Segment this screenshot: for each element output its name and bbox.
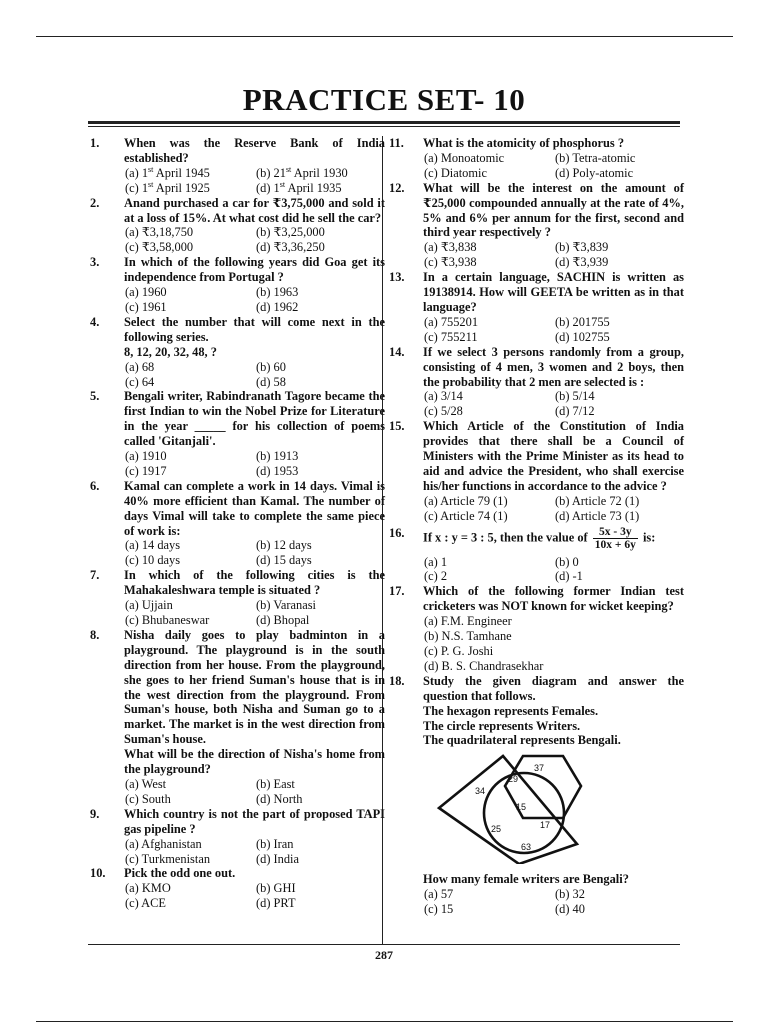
option-b: (b) East: [256, 776, 295, 791]
option-d: (d) 1962: [256, 299, 299, 314]
question-stem: Pick the odd one out.: [124, 866, 236, 881]
stem-text: Nisha daily goes to play badminton in a playground. The playground is in the south direction from her house. From the playground, she goes to her friend Suman's house that is in the west direction from the playground. From Suman's house, both Nisha and Suman go to a market. The market is in the west direction from Suman's house.: [124, 627, 385, 747]
option-d: (d) 1st April 1935: [256, 179, 342, 195]
question-5: [90, 389, 385, 478]
option-c: (c) Article 74 (1): [424, 508, 508, 523]
question-3: [90, 255, 385, 315]
options: [124, 360, 385, 390]
question-stem: Which of the following former Indian test cricketers was NOT known for wicket keeping?: [423, 584, 684, 614]
region-37-label: 37: [534, 763, 545, 774]
option-b: (b) 21st April 1930: [256, 164, 348, 180]
option-a: (a) 1st April 1945: [125, 164, 210, 180]
region-63-label: 63: [521, 842, 532, 853]
option-b: (b) ₹3,25,000: [256, 225, 325, 240]
page-number: 287: [375, 948, 393, 962]
options: [423, 614, 684, 674]
option-d: (d) ₹3,939: [555, 255, 609, 270]
option-a: (a) 3/14: [424, 389, 463, 404]
question-stem: [423, 526, 684, 551]
option-c: (c) 1961: [125, 299, 167, 314]
question-stem: Which Article of the Constitution of India provides that there shall be a Council of Ministers with the Prime Minister as its head to aid and advice the President, who shall exercise his/her functions in accordance to the advice ?: [423, 419, 684, 493]
options: [423, 494, 684, 524]
option-b: (b) 32: [555, 887, 585, 902]
question-11: [389, 136, 684, 181]
option-d: (d) 58: [256, 374, 286, 389]
question-stem: Kamal can complete a work in 14 days. Vimal is 40% more efficient than Kamal. The number of days Vimal will take to complete the same piece of work is:: [124, 478, 385, 538]
stem-text-end: is:: [642, 529, 656, 544]
question-stem: If we select 3 persons randomly from a group, consisting of 4 men, 3 women and 2 boys, then the probability that 2 men are selected is :: [423, 344, 684, 389]
question-18: [389, 674, 684, 917]
question-4: [90, 315, 385, 390]
option-a: (a) Afghanistan: [125, 836, 202, 851]
question-9: [90, 807, 385, 867]
question-number: 8.: [90, 627, 100, 642]
option-a: (a) 1910: [125, 449, 167, 464]
question-number: 10.: [90, 866, 106, 881]
options: [124, 166, 385, 196]
option-c: (c) Bhubaneswar: [125, 613, 210, 627]
right-column: [389, 136, 684, 917]
option-d: (d) 40: [555, 902, 585, 917]
option-c: (c) 5/28: [424, 404, 463, 419]
option-d: (d) Bhopal: [256, 613, 310, 627]
question-stem: In a certain language, SACHIN is written as 19138914. How will GEETA be written as in that language?: [423, 270, 684, 314]
option-c: (c) 10 days: [125, 553, 181, 568]
question-prompt: How many female writers are Bengali?: [423, 872, 629, 887]
venn-diagram: [431, 752, 591, 864]
option-d: (d) Article 73 (1): [555, 508, 640, 523]
options: [423, 887, 684, 917]
option-a: (a) 57: [424, 887, 454, 902]
option-d: (d) ₹3,36,250: [256, 240, 325, 255]
option-a: (a) Ujjain: [125, 598, 173, 613]
legend-hexagon: The hexagon represents Females.: [423, 703, 599, 718]
region-29-label: 29: [508, 774, 519, 785]
option-b: (b) 12 days: [256, 538, 312, 553]
option-c: (c) ₹3,58,000: [125, 240, 194, 255]
question-stem: What will be the interest on the amount of ₹25,000 compounded annually at the rate of 4%, 5% and 6% per annum for the first, second and third year respectively ?: [423, 180, 684, 240]
option-a: (a) Article 79 (1): [424, 493, 508, 508]
option-b: (b) ₹3,839: [555, 240, 609, 255]
question-number: 5.: [90, 389, 100, 404]
option-a: (a) 755201: [424, 314, 479, 329]
option-b: (b) 201755: [555, 314, 610, 329]
option-d: (d) 102755: [555, 329, 610, 344]
question-10: [90, 866, 385, 911]
option-b: (b) Article 72 (1): [555, 493, 640, 508]
option-a: (a) ₹3,838: [424, 240, 477, 255]
question-number: 17.: [389, 584, 405, 599]
question-12: [389, 181, 684, 270]
question-14: [389, 345, 684, 420]
option-b: (b) 5/14: [555, 389, 595, 404]
option-c: (c) P. G. Joshi: [424, 644, 494, 658]
option-c: (c) 15: [424, 902, 454, 917]
options: [423, 151, 684, 181]
options: [423, 555, 684, 585]
legend-quadrilateral: The quadrilateral represents Bengali.: [423, 733, 621, 748]
option-a: (a) Monoatomic: [424, 150, 505, 165]
options: [124, 881, 385, 911]
options: [124, 777, 385, 807]
options: [423, 315, 684, 345]
region-25-label: 25: [491, 824, 502, 835]
options: [124, 598, 385, 628]
question-number: 6.: [90, 478, 100, 493]
stem-text: Study the given diagram and answer the question that follows.: [423, 673, 684, 703]
option-a: (a) West: [125, 776, 167, 791]
options: [423, 389, 684, 419]
question-number: 7.: [90, 568, 100, 583]
region-34-label: 34: [475, 786, 486, 797]
option-d: (d) India: [256, 851, 300, 866]
question-stem: In which of the following years did Goa get its independence from Portugal ?: [124, 255, 385, 285]
region-15-label: 15: [516, 802, 527, 813]
options: [124, 449, 385, 479]
title-underline-thick: [88, 121, 680, 124]
question-stem: [124, 628, 385, 777]
question-2: [90, 196, 385, 256]
question-number: 15.: [389, 419, 405, 434]
option-c: (c) 64: [125, 374, 155, 389]
option-b: (b) 60: [256, 359, 286, 374]
option-d: (d) PRT: [256, 896, 296, 911]
option-d: (d) 7/12: [555, 404, 595, 419]
number-series: 8, 12, 20, 32, 48, ?: [124, 344, 217, 359]
question-17: [389, 584, 684, 673]
left-column: [90, 136, 385, 911]
option-b: (b) Varanasi: [256, 598, 316, 613]
option-a: (a) KMO: [125, 881, 171, 896]
question-number: 13.: [389, 270, 405, 285]
option-c: (c) 1917: [125, 463, 167, 478]
option-c: (c) Diatomic: [424, 165, 487, 180]
option-c: (c) Turkmenistan: [125, 851, 211, 866]
region-17-label: 17: [540, 820, 551, 831]
question-15: [389, 419, 684, 523]
options: [423, 240, 684, 270]
options: [124, 225, 385, 255]
option-b: (b) GHI: [256, 881, 296, 896]
question-7: [90, 568, 385, 628]
question-number: 2.: [90, 195, 100, 210]
option-b: (b) 1913: [256, 449, 299, 464]
stem-question: What will be the direction of Nisha's home from the playground?: [124, 747, 385, 777]
options: [124, 538, 385, 568]
question-13: [389, 270, 684, 345]
question-number: 4.: [90, 314, 100, 329]
option-a: (a) 68: [125, 359, 155, 374]
option-c: (c) 755211: [424, 329, 478, 344]
question-stem: In which of the following cities is the Mahakaleshwara temple is situated ?: [124, 568, 385, 598]
option-a: (a) F.M. Engineer: [424, 614, 512, 629]
question-8: [90, 628, 385, 807]
page-title: PRACTICE SET- 10: [242, 82, 526, 117]
question-number: 11.: [389, 136, 404, 150]
option-d: (d) Poly-atomic: [555, 165, 634, 180]
question-16: [389, 526, 684, 585]
legend-circle: The circle represents Writers.: [423, 718, 581, 733]
question-number: 14.: [389, 344, 405, 359]
quadrilateral-shape: [439, 756, 577, 864]
option-a: (a) ₹3,18,750: [125, 225, 194, 240]
option-c: (c) 1st April 1925: [125, 179, 210, 195]
option-c: (c) South: [125, 791, 171, 806]
option-d: (d) -1: [555, 569, 583, 584]
option-b: (b) 0: [555, 554, 579, 569]
question-number: 12.: [389, 180, 405, 195]
option-b: (b) N.S. Tamhane: [424, 629, 512, 644]
option-a: (a) 1960: [125, 285, 167, 300]
fraction-numerator: 5x - 3y: [593, 526, 638, 539]
options: [124, 285, 385, 315]
options: [124, 837, 385, 867]
question-number: 18.: [389, 673, 405, 688]
question-6: [90, 479, 385, 568]
question-stem: Anand purchased a car for ₹3,75,000 and sold it at a loss of 15%. At what cost did he sell the car?: [124, 195, 385, 225]
option-c: (c) ACE: [125, 896, 166, 911]
fraction-denominator: 10x + 6y: [594, 538, 636, 551]
question-number: 9.: [90, 806, 100, 821]
bottom-rule: [36, 1021, 733, 1022]
question-number: 16.: [389, 525, 405, 540]
question-stem: Which country is not the part of proposed TAPI gas pipeline ?: [124, 806, 385, 836]
option-a: (a) 1: [424, 554, 448, 569]
question-stem: When was the Reserve Bank of India established?: [124, 136, 385, 165]
stem-text: Select the number that will come next in the following series.: [124, 314, 385, 344]
question-1: [90, 136, 385, 196]
option-b: (b) 1963: [256, 285, 299, 300]
question-number: 1.: [90, 136, 100, 150]
top-rule: [36, 36, 733, 37]
option-a: (a) 14 days: [125, 538, 181, 553]
fraction-expression: [593, 526, 638, 551]
option-c: (c) 2: [424, 569, 448, 584]
option-b: (b) Tetra-atomic: [555, 150, 636, 165]
option-d: (d) 15 days: [256, 553, 312, 568]
question-stem: Bengali writer, Rabindranath Tagore became the first Indian to win the Nobel Prize for Literature in the year _____ for his collection of poems called 'Gitanjali'.: [124, 389, 385, 449]
option-b: (b) Iran: [256, 836, 294, 851]
stem-text: If x : y = 3 : 5, then the value of: [423, 529, 588, 544]
question-stem: [124, 315, 385, 360]
question-stem: What is the atomicity of phosphorus ?: [423, 136, 625, 150]
option-d: (d) B. S. Chandrasekhar: [424, 658, 544, 673]
title-underline-thin: [88, 126, 680, 127]
question-stem: [423, 674, 684, 749]
question-number: 3.: [90, 255, 100, 270]
option-d: (d) 1953: [256, 463, 299, 478]
footer-rule: [88, 944, 680, 945]
option-d: (d) North: [256, 791, 303, 806]
option-c: (c) ₹3,938: [424, 255, 477, 270]
